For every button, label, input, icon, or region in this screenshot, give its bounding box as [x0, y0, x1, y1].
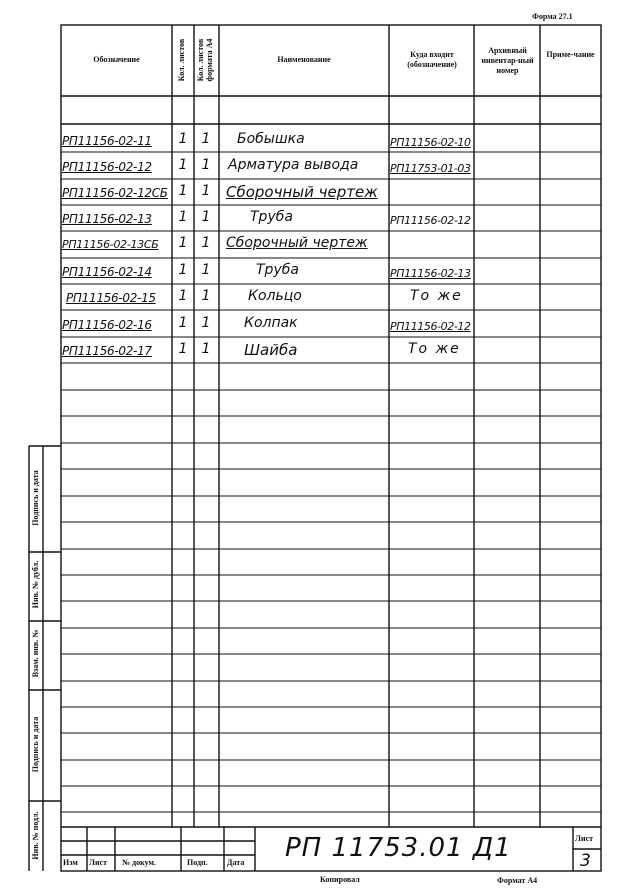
row-a4: 1 [201, 341, 211, 357]
row-name: Труба [250, 209, 293, 225]
row-goes-into: РП11753-01-03 [390, 162, 471, 175]
row-designation: РП11156-02-15 [66, 291, 156, 305]
row-sheets: 1 [178, 315, 188, 331]
header-designation: Обозначение [93, 55, 140, 64]
side-label-signature-date-top: Подпись и дата [31, 470, 40, 526]
header-name: Наименование [277, 55, 331, 64]
footer-copied: Копировал [320, 875, 360, 884]
form-label: Форма 27.1 [532, 12, 573, 21]
row-name: Шайба [244, 341, 298, 359]
row-a4: 1 [201, 157, 211, 173]
row-a4: 1 [201, 288, 211, 304]
row-goes-into: РП11156-02-12 [390, 320, 471, 333]
row-name: Бобышка [237, 131, 305, 147]
title-col-list: Лист [89, 858, 108, 867]
row-a4: 1 [201, 315, 211, 331]
row-a4: 1 [201, 131, 211, 147]
row-designation: РП11156-02-16 [62, 318, 152, 332]
row-designation: РП11156-02-11 [62, 134, 152, 148]
sheet-number: 3 [580, 851, 591, 871]
header-archive-number: Архивный инвентар-ный номер [481, 46, 534, 75]
row-name: Сборочный чертеж [226, 183, 378, 201]
title-col-podp: Подп. [187, 858, 208, 867]
row-sheets: 1 [178, 288, 188, 304]
side-label-dup-inv: Инв. № дубл. [31, 560, 40, 609]
sheet-label: Лист [575, 834, 594, 843]
row-goes-into: То же [408, 341, 461, 357]
row-designation: РП11156-02-12СБ [62, 186, 168, 200]
row-designation: РП11156-02-17 [62, 344, 152, 358]
title-col-doc: № докум. [122, 858, 156, 867]
document-code: РП 11753.01 Д1 [285, 833, 512, 863]
row-a4: 1 [201, 183, 211, 199]
row-name: Колпак [244, 315, 298, 331]
side-label-orig-inv: Инв. № подл. [31, 811, 40, 860]
row-designation: РП11156-02-14 [62, 265, 152, 279]
row-goes-into: РП11156-02-12 [390, 214, 471, 227]
row-sheets: 1 [178, 262, 188, 278]
row-designation: РП11156-02-12 [62, 160, 152, 174]
row-a4: 1 [201, 262, 211, 278]
header-sheets-count: Кол. листов [177, 38, 186, 82]
row-sheets: 1 [178, 235, 188, 251]
title-col-data: Дата [227, 858, 245, 867]
row-goes-into: РП11156-02-10 [390, 136, 471, 149]
title-col-izm: Изм [63, 858, 78, 867]
row-name: Сборочный чертеж [226, 235, 368, 251]
row-designation: РП11156-02-13СБ [62, 238, 159, 251]
row-a4: 1 [201, 235, 211, 251]
row-name: Арматура вывода [228, 157, 359, 173]
header-note: Приме-чание [546, 50, 595, 59]
row-designation: РП11156-02-13 [62, 212, 152, 226]
side-label-signature-date-bottom: Подпись и дата [31, 716, 40, 773]
row-goes-into: РП11156-02-13 [390, 267, 471, 280]
row-sheets: 1 [178, 209, 188, 225]
row-sheets: 1 [178, 131, 188, 147]
row-name: Труба [256, 262, 299, 278]
row-sheets: 1 [178, 341, 188, 357]
side-label-replace-inv: Взам. инв. № [31, 629, 40, 678]
row-sheets: 1 [178, 157, 188, 173]
row-sheets: 1 [178, 183, 188, 199]
header-goes-into: Куда входит (обозначение) [407, 50, 457, 69]
row-goes-into: То же [410, 288, 463, 304]
footer-format: Формат А4 [497, 876, 538, 885]
row-name: Кольцо [248, 288, 302, 304]
header-a4-count: Кол. листов формата А4 [196, 38, 214, 82]
row-a4: 1 [201, 209, 211, 225]
